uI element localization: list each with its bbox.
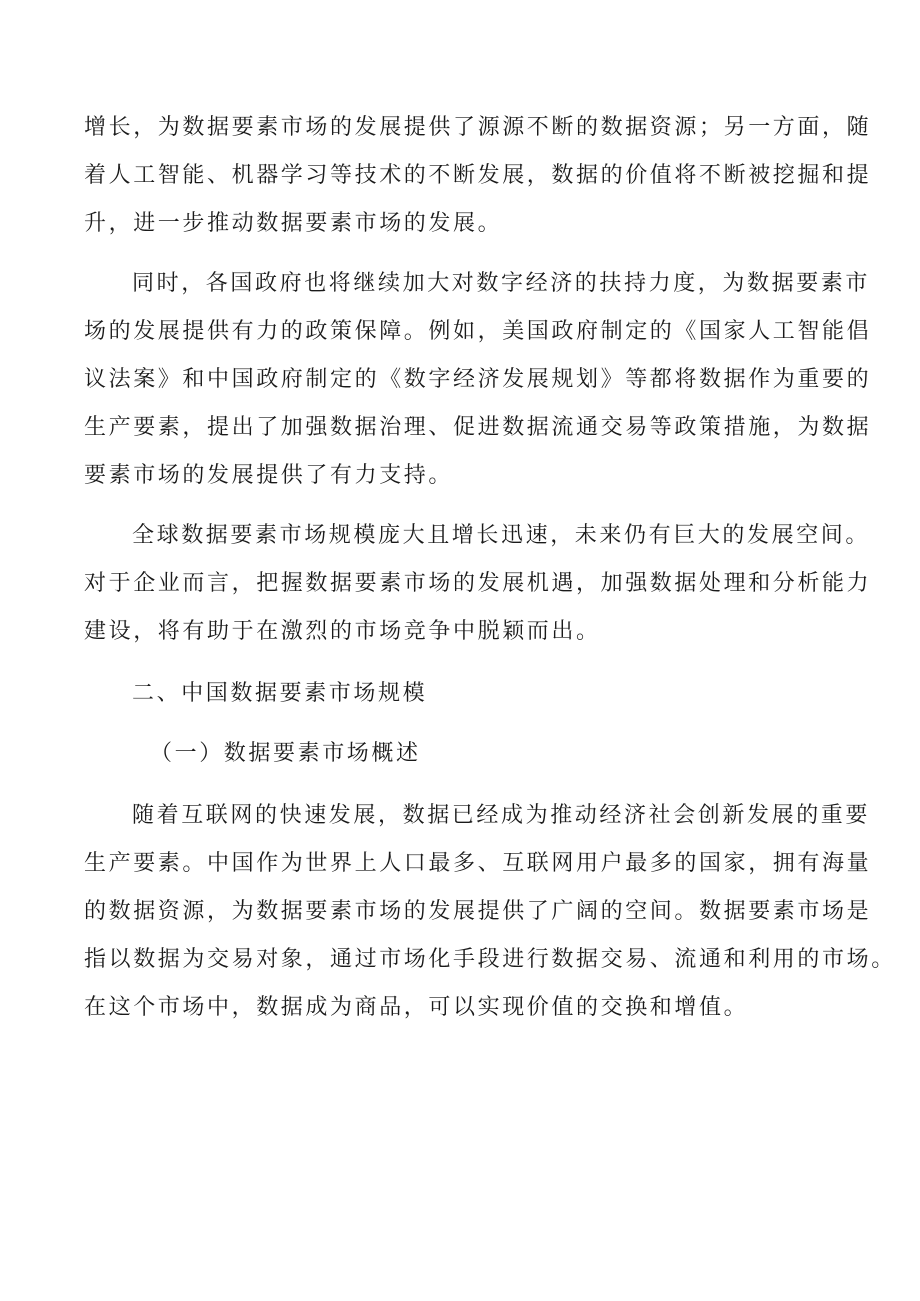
- text-line: 增长，为数据要素市场的发展提供了源源不断的数据资源；另一方面，随: [84, 115, 872, 140]
- text-line: 升，进一步推动数据要素市场的发展。: [84, 211, 503, 236]
- text-line: 着人工智能、机器学习等技术的不断发展，数据的价值将不断被挖掘和提: [84, 163, 872, 188]
- section-heading: 二、中国数据要素市场规模: [132, 681, 428, 706]
- paragraph-policy: [84, 260, 872, 500]
- paragraph-global-market: [84, 512, 872, 656]
- text-line: 建设，将有助于在激烈的市场竞争中脱颖而出。: [84, 619, 601, 644]
- text-line: 生产要素。中国作为世界上人口最多、互联网用户最多的国家，拥有海量: [84, 851, 872, 876]
- text-line: 在这个市场中，数据成为商品，可以实现价值的交换和增值。: [84, 995, 749, 1020]
- text-line: 全球数据要素市场规模庞大且增长迅速，未来仍有巨大的发展空间。: [132, 523, 871, 548]
- subsection-heading: （一）数据要素市场概述: [150, 741, 421, 766]
- text-line: 生产要素，提出了加强数据治理、促进数据流通交易等政策措施，为数据: [84, 415, 872, 440]
- text-line: 随着互联网的快速发展，数据已经成为推动经济社会创新发展的重要: [132, 803, 871, 828]
- text-line: 对于企业而言，把握数据要素市场的发展机遇，加强数据处理和分析能力: [84, 571, 872, 596]
- text-line: 场的发展提供有力的政策保障。例如，美国政府制定的《国家人工智能倡: [84, 319, 872, 344]
- text-line: 要素市场的发展提供了有力支持。: [84, 463, 454, 488]
- text-line: 议法案》和中国政府制定的《数字经济发展规划》等都将数据作为重要的: [84, 367, 872, 392]
- paragraph-market-overview: [84, 792, 896, 1032]
- text-line: 指以数据为交易对象，通过市场化手段进行数据交易、流通和利用的市场。: [84, 947, 896, 972]
- paragraph-growth: [84, 104, 872, 248]
- text-line: 的数据资源，为数据要素市场的发展提供了广阔的空间。数据要素市场是: [84, 899, 872, 924]
- document-page: [84, 104, 896, 1044]
- text-line: 同时，各国政府也将继续加大对数字经济的扶持力度，为数据要素市: [132, 271, 871, 296]
